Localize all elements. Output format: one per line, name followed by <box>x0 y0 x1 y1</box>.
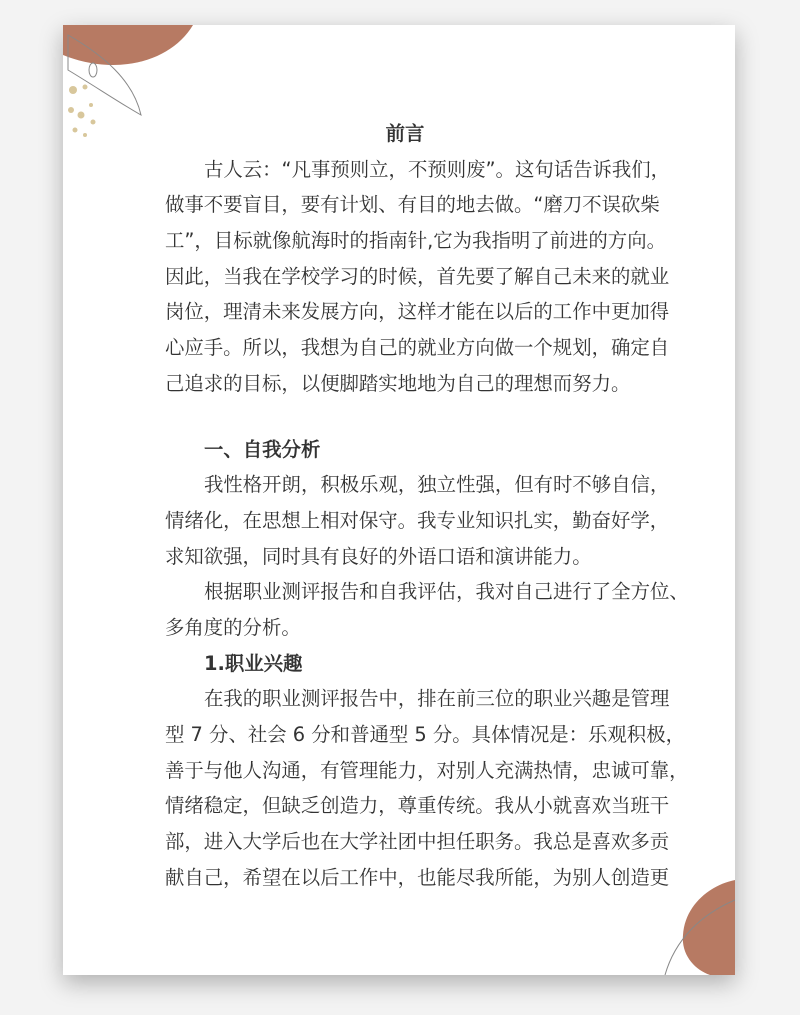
preface-line: 岗位，理清未来发展方向，这样才能在以后的工作中更加得 <box>165 300 670 324</box>
paragraph-line: 根据职业测评报告和自我评估，我对自己进行了全方位、 <box>204 580 689 604</box>
paragraph-line: 情绪化，在思想上相对保守。我专业知识扎实，勤奋好学， <box>165 508 670 532</box>
paragraph-line: 求知欲强，同时具有良好的外语口语和演讲能力。 <box>165 544 592 568</box>
paragraph-line: 献自己，希望在以后工作中，也能尽我所能，为别人创造更 <box>165 865 670 889</box>
corner-blob-decoration-icon <box>655 880 735 975</box>
preface-line: 做事不要盲目，要有计划、有目的地去做。“磨刀不误砍柴 <box>165 193 660 217</box>
subsection-title: 1.职业兴趣 <box>204 651 303 675</box>
paragraph-line: 型 7 分、社会 6 分和普通型 5 分。具体情况是：乐观积极， <box>165 723 685 746</box>
section-title: 一、自我分析 <box>204 437 321 461</box>
paragraph-line: 多角度的分析。 <box>165 615 301 639</box>
paragraph-line: 善于与他人沟通，有管理能力，对别人充满热情，忠诚可靠， <box>165 758 689 782</box>
preface-title: 前言 <box>385 122 425 145</box>
paragraph-line: 在我的职业测评报告中，排在前三位的职业兴趣是管理 <box>204 687 670 711</box>
preface-line: 心应手。所以，我想为自己的就业方向做一个规划，确定自 <box>165 336 670 360</box>
paragraph-line: 我性格开朗，积极乐观，独立性强，但有时不够自信， <box>204 473 670 497</box>
paragraph-line: 部，进入大学后也在大学社团中担任职务。我总是喜欢多贡 <box>165 830 670 854</box>
document-body <box>165 116 689 895</box>
preface-line: 古人云：“凡事预则立，不预则废”。这句话告诉我们， <box>204 157 671 181</box>
preface-line: 因此，当我在学校学习的时候，首先要了解自己未来的就业 <box>165 264 670 288</box>
preface-line: 工”，目标就像航海时的指南针,它为我指明了前进的方向。 <box>165 229 666 253</box>
preface-line: 己追求的目标，以便脚踏实地地为自己的理想而努力。 <box>165 371 631 395</box>
paragraph-line: 情绪稳定，但缺乏创造力，尊重传统。我从小就喜欢当班干 <box>165 794 670 818</box>
document-page <box>63 25 735 975</box>
